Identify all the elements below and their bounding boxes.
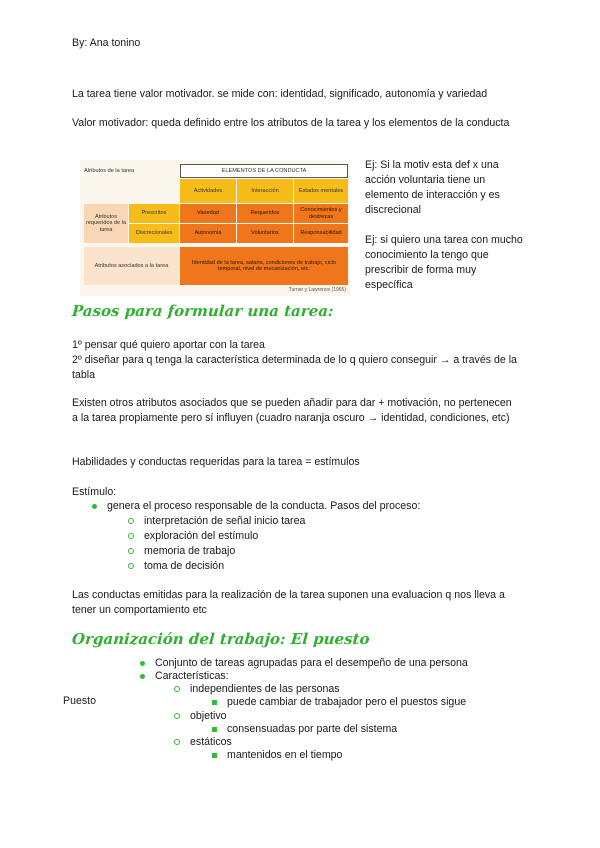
conductas-paragraph: Las conductas emitidas para la realización de la tarea suponen una evaluacion q nos lleva a tener un comportamiento etc — [72, 589, 505, 616]
example-1: Ej: Si la motiv esta def x una acción voluntaria tiene un elemento de interacción y es discrecional — [365, 159, 500, 216]
heading-organizacion: Organización del trabajo: El puesto — [71, 630, 371, 648]
list-item: objetivo — [174, 709, 227, 723]
table-cell: Autonomía — [180, 224, 236, 243]
circle-bullet-icon — [174, 739, 180, 745]
list-item: interpretación de señal inicio tarea — [128, 514, 305, 528]
habilidades-paragraph: Habilidades y conductas requeridas para la tarea = estímulos — [72, 456, 360, 468]
list-item: toma de decisión — [128, 559, 224, 573]
list-item: memoria de trabajo — [128, 544, 235, 558]
circle-bullet-icon — [128, 518, 134, 524]
list-item: genera el proceso responsable de la conducta. Pasos del proceso: — [92, 499, 420, 513]
list-item: independientes de las personas — [174, 682, 340, 696]
otros-atributos-paragraph: Existen otros atributos asociados que se pueden añadir para dar + motivación, no pertenecen a la tarea propiamente pero sí influyen (cuadro naranja oscuro → identidad, condiciones, etc) — [72, 397, 512, 424]
example-2: Ej: si quiero una tarea con mucho conocimiento la tengo que prescribir de forma muy específica — [365, 234, 523, 291]
table-cell: Requeridos — [237, 204, 293, 223]
table-source: Turner y Lawrence (1965) — [288, 287, 346, 293]
table-assoc-label: Atributos asociados a la tarea — [84, 247, 179, 285]
puesto-label: Puesto — [63, 695, 96, 707]
list-item: mantenidos en el tiempo — [212, 748, 342, 762]
author-line: By: Ana tonino — [72, 37, 141, 49]
list-item: Características: — [140, 669, 229, 683]
table-col-header: Actividades — [180, 179, 236, 203]
table-assoc-text: Identidad de la tarea, salario, condiciones de trabajo, ciclo temporal, nivel de mecanización, etc. — [180, 247, 348, 285]
list-item: consensuadas por parte del sistema — [212, 722, 397, 736]
table-cell: Voluntarios — [237, 224, 293, 243]
table-row-group-label: Atributos requeridos de la tarea — [84, 204, 128, 243]
step-2: 2º diseñar para q tenga la característica determinada de lo q quiero conseguir → a través de la tabla — [72, 354, 517, 381]
bullet-icon — [92, 504, 97, 509]
step-1: 1º pensar qué quiero aportar con la tarea — [72, 339, 265, 351]
intro-paragraph: La tarea tiene valor motivador. se mide con: identidad, significado, autonomía y variedad — [72, 88, 488, 100]
table-cell: Variedad — [180, 204, 236, 223]
list-item: Conjunto de tareas agrupadas para el desempeño de una persona — [140, 656, 468, 670]
square-bullet-icon — [212, 727, 217, 732]
list-item: estáticos — [174, 735, 232, 749]
conduct-elements-table — [80, 160, 350, 296]
circle-bullet-icon — [174, 713, 180, 719]
table-col-header-left: Atributos de la tarea — [84, 167, 135, 174]
table-col-header-main: ELEMENTOS DE LA CONDUCTA — [180, 164, 348, 178]
table-row-label: Discrecionales — [129, 224, 179, 243]
table-col-header: Estados mentales — [294, 179, 348, 203]
circle-bullet-icon — [128, 533, 134, 539]
circle-bullet-icon — [128, 563, 134, 569]
square-bullet-icon — [212, 700, 217, 705]
list-item: exploración del estímulo — [128, 529, 258, 543]
list-item: puede cambiar de trabajador pero el puestos sigue — [212, 695, 466, 709]
table-cell: Responsabilidad — [294, 224, 348, 243]
estimulo-label: Estímulo: — [72, 486, 117, 498]
circle-bullet-icon — [128, 548, 134, 554]
bullet-icon — [140, 661, 145, 666]
valor-motivador-paragraph: Valor motivador: queda definido entre los atributos de la tarea y los elementos de la conducta — [72, 117, 510, 129]
circle-bullet-icon — [174, 686, 180, 692]
heading-pasos: Pasos para formular una tarea: — [71, 302, 335, 320]
table-row-label: Prescritos — [129, 204, 179, 223]
table-cell: Conocimientos y destrezas — [294, 204, 348, 223]
table-col-header: Interacción — [237, 179, 293, 203]
square-bullet-icon — [212, 753, 217, 758]
bullet-icon — [140, 674, 145, 679]
